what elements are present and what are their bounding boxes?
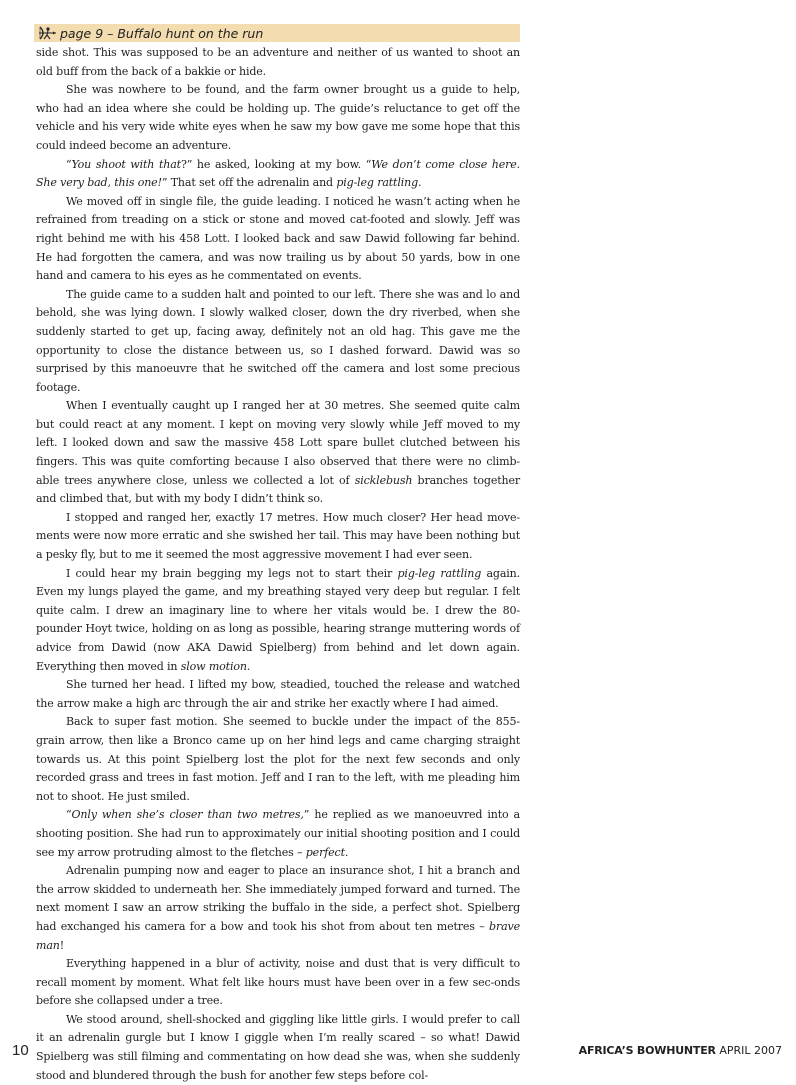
article-paragraph (36, 44, 520, 81)
text-run: Everything happened in a blur of activity, noise and dust that is very difficult to recall moment by moment. What felt like hours must have been over in a few sec-onds before she collapsed under a tree. (36, 957, 520, 1008)
italic-text: pig-leg rattling. (336, 176, 422, 190)
text-run: ! (59, 938, 65, 952)
text-run: She turned her head. I lifted my bow, steadied, touched the release and watched the arrow make a high arc through the air and strike her exactly where I had aimed. (36, 678, 520, 710)
article-paragraph (36, 397, 520, 509)
text-run: Adrenalin pumping now and eager to place an insurance shot, I hit a branch and the arrow skidded to underneath her. She immediately jumped forward and turned. The next moment I saw an arrow striking the buffalo in the side, a perfect shot. Spielberg had exchanged his camera for a bow and took his shot from about ten metres – (36, 864, 520, 933)
italic-text: You shoot with that (71, 157, 181, 171)
text-run: ?” he asked, looking at my bow. “ (180, 157, 372, 171)
header-title: page 9 – Buffalo hunt on the run (60, 25, 264, 41)
article-paragraph (36, 806, 520, 862)
text-run: The guide came to a sudden halt and pointed to our left. There she was and lo and behold, she was lying down. I slowly walked closer, down the dry riverbed, when she suddenly started to get up, facing away, definitely not an old hag. This gave me the opportunity to close the distance between us, so I dashed forward. Dawid was so surprised by this manoeuvre that he switched off the camera and lost some precious footage. (36, 287, 520, 394)
continuation-header (34, 24, 520, 42)
article-paragraph (36, 862, 520, 955)
text-run: I could hear my brain begging my legs not to start their (66, 566, 398, 580)
text-run: We stood around, shell-shocked and giggling like little girls. I would prefer to call it an adrenalin gurgle but I know I giggle when I’m really scared – so what! Dawid Spielberg was still filming and commentating on how dead she was, when she suddenly stood and blundered through the bush for another few steps before col- (36, 1012, 520, 1082)
italic-text: brave man (36, 919, 520, 952)
magazine-footer (579, 1044, 782, 1057)
article-paragraph (36, 286, 520, 398)
page-number: 10 (12, 1042, 29, 1059)
article-paragraph (36, 509, 520, 565)
italic-text: pig-leg rattling (397, 566, 482, 580)
article-paragraph (36, 156, 520, 193)
article-body (36, 44, 520, 1085)
article-paragraph (36, 713, 520, 806)
text-run: “ (66, 808, 72, 822)
text-run: We moved off in single file, the guide leading. I noticed he wasn’t acting when he refrained from treading on a stick or stone and moved cat-footed and slowly. Jeff was right behind me with his 458 Lott. I looked back and saw Dawid following far behind. He had forgotten the camera, and was now trailing us by about 50 yards, bow in one hand and camera to his eyes as he commentated on events. (36, 194, 520, 283)
archer-icon (36, 25, 58, 41)
text-run: again. Even my lungs played the game, and my breathing stayed very deep but regular. I felt quite calm. I drew an imaginary line to where her vitals would be. I drew the 80-pounder Hoyt twice, holding on as long as possible, hearing strange muttering words of advice from Dawid (now AKA Dawid Spielberg) from behind and let down again. Everything then moved in (36, 566, 520, 673)
italic-text: We don’t come close here. She very bad, this one! (36, 157, 521, 190)
text-run: branches together and climbed that, but with my body I didn’t think so. (36, 473, 520, 506)
text-run: ” That set off the adrenalin and (161, 176, 337, 190)
issue-date: APRIL 2007 (719, 1044, 782, 1057)
article-paragraph (36, 565, 520, 677)
article-paragraph (36, 676, 520, 713)
text-run: side shot. This was supposed to be an adventure and neither of us wanted to shoot an old buff from the back of a bakkie or hide. (36, 46, 520, 78)
magazine-name: AFRICA’S BOWHUNTER (578, 1044, 716, 1057)
text-run: “ (66, 157, 72, 171)
italic-text: sicklebush (354, 473, 413, 487)
text-run: ” he replied as we manoeuvred into a shooting position. She had run to approximately our initial shooting position and I could see my arrow protruding almost to the fletches – (36, 808, 520, 859)
text-run: When I eventually caught up I ranged her at 30 metres. She seemed quite calm but could react at any moment. I kept on moving very slowly while Jeff moved to my left. I looked down and saw the massive 458 Lott spare bullet clutched between his fingers. This was quite comforting because I also observed that there were no climb-able trees anywhere close, unless we collected a lot of (36, 399, 520, 487)
text-run: She was nowhere to be found, and the farm owner brought us a guide to help, who had an idea where she could be holding up. The guide’s reluctance to get off the vehicle and his very wide white eyes when he saw my bow gave me some hope that this could indeed become an adventure. (36, 83, 520, 152)
article-paragraph (36, 955, 520, 1011)
article-paragraph (36, 193, 520, 286)
text-run: Back to super fast motion. She seemed to buckle under the impact of the 855-grain arrow, then like a Bronco came up on her hind legs and came charging straight towards us. At this point Spielberg lost the plot for the next few seconds and only recorded grass and trees in fast motion. Jeff and I ran to the left, with me pleading him not to shoot. He just smiled. (36, 715, 520, 803)
article-paragraph (36, 81, 520, 155)
italic-text: perfect. (305, 845, 349, 859)
italic-text: slow motion. (180, 659, 251, 673)
italic-text: Only when she’s closer than two metres, (71, 808, 304, 822)
text-run: I stopped and ranged her, exactly 17 metres. How much closer? Her head move-ments were now more erratic and she swished her tail. This may have been nothing but a pesky fly, but to me it seemed the most aggressive movement I had ever seen. (36, 510, 520, 562)
